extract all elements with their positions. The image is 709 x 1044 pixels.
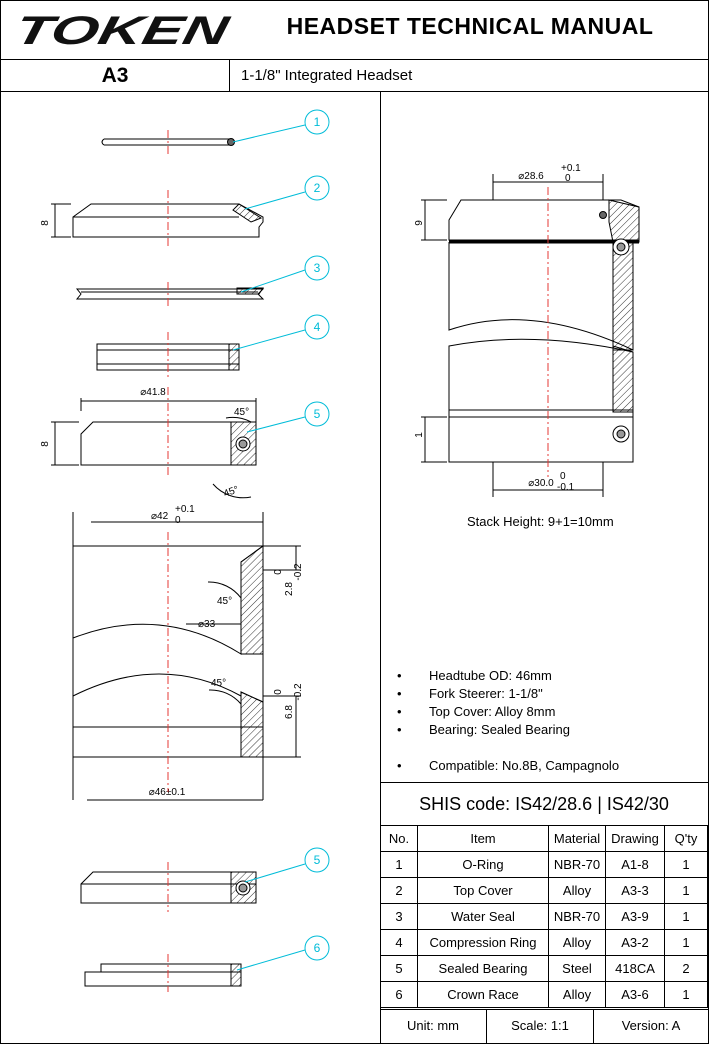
cell: 4 [381, 930, 418, 956]
svg-text:⌀42: ⌀42 [151, 511, 169, 522]
svg-text:5: 5 [313, 407, 321, 421]
cell: A3-3 [606, 878, 665, 904]
svg-text:4: 4 [313, 320, 321, 334]
col-drawing: Drawing [606, 826, 665, 852]
svg-text:45°: 45° [211, 678, 227, 689]
part-5-bearing-top [51, 398, 256, 498]
col-item: Item [418, 826, 549, 852]
page-title: HEADSET TECHNICAL MANUAL [286, 13, 654, 39]
shis-code: SHIS code: IS42/28.6 | IS42/30 [380, 782, 708, 826]
svg-text:8: 8 [40, 220, 51, 226]
parts-table [380, 825, 708, 1008]
spec-top-cover: • Top Cover: Alloy 8mm [397, 703, 619, 721]
cell: 2 [665, 956, 708, 982]
svg-text:6.8: 6.8 [284, 705, 295, 719]
frame-headtube [73, 512, 301, 800]
cell: 418CA [606, 956, 665, 982]
scale-label: Scale: 1:1 [487, 1010, 594, 1044]
model-bar [1, 60, 708, 92]
table-header-row [381, 826, 708, 852]
spec-headtube: • Headtube OD: 46mm [397, 667, 619, 685]
cell: Compression Ring [418, 930, 549, 956]
svg-text:8: 8 [40, 441, 51, 447]
model-code: A3 [1, 60, 230, 91]
cell: Top Cover [418, 878, 549, 904]
spec-steerer: • Fork Steerer: 1-1/8" [397, 685, 619, 703]
svg-text:1: 1 [313, 115, 321, 129]
stack-height: Stack Height: 9+1=10mm [467, 514, 614, 529]
svg-text:45°: 45° [234, 407, 250, 418]
header [1, 1, 708, 60]
cell: Steel [549, 956, 606, 982]
cell: 1 [665, 878, 708, 904]
cell: Crown Race [418, 982, 549, 1008]
token-logo [5, 5, 233, 55]
svg-text:2: 2 [313, 181, 321, 195]
svg-text:-0.2: -0.2 [293, 563, 304, 581]
svg-text:45°: 45° [217, 596, 233, 607]
table-row [381, 852, 708, 878]
svg-text:0: 0 [565, 173, 571, 184]
spec-list [397, 667, 619, 775]
svg-text:0: 0 [273, 569, 284, 575]
cell: Water Seal [418, 904, 549, 930]
svg-text:6: 6 [313, 941, 321, 955]
cell: 1 [665, 852, 708, 878]
cell: Alloy [549, 930, 606, 956]
table-row [381, 878, 708, 904]
table-row [381, 904, 708, 930]
spec-bearing: • Bearing: Sealed Bearing [397, 721, 619, 739]
cell: A3-9 [606, 904, 665, 930]
cell: 1 [665, 982, 708, 1008]
svg-text:0: 0 [560, 471, 566, 482]
svg-text:+0.1: +0.1 [175, 504, 195, 515]
cell: 3 [381, 904, 418, 930]
footer [380, 1009, 708, 1044]
cell: 5 [381, 956, 418, 982]
cell: 2 [381, 878, 418, 904]
svg-text:⌀46±0.1: ⌀46±0.1 [148, 787, 186, 798]
cell: Sealed Bearing [418, 956, 549, 982]
part-3-water-seal [77, 288, 263, 299]
svg-text:2.8: 2.8 [284, 582, 295, 596]
unit-label: Unit: mm [380, 1010, 487, 1044]
svg-text:1: 1 [414, 432, 425, 438]
callouts [233, 110, 329, 970]
col-material: Material [549, 826, 606, 852]
svg-text:+0.1: +0.1 [561, 163, 581, 174]
svg-text:9: 9 [414, 220, 425, 226]
table-row [381, 956, 708, 982]
svg-text:⌀28.6: ⌀28.6 [518, 171, 544, 182]
exploded-view-drawing [1, 92, 380, 1043]
cell: A3-2 [606, 930, 665, 956]
svg-text:TOKEN: TOKEN [10, 7, 160, 53]
svg-text:3: 3 [313, 261, 321, 275]
part-2-top-cover [51, 204, 263, 237]
cell: NBR-70 [549, 852, 606, 878]
cell: Alloy [549, 878, 606, 904]
table-row [381, 930, 708, 956]
spec-compatible: • Compatible: No.8B, Campagnolo [397, 757, 619, 775]
part-6-crown-race [85, 964, 241, 986]
cell: Alloy [549, 982, 606, 1008]
cell: 6 [381, 982, 418, 1008]
svg-text:0: 0 [273, 689, 284, 695]
table-row [381, 982, 708, 1008]
svg-text:0: 0 [175, 515, 181, 526]
version-label: Version: A [621, 1018, 681, 1033]
assembly-section-drawing [381, 92, 708, 522]
svg-text:-0.2: -0.2 [293, 683, 304, 701]
col-no: No. [381, 826, 418, 852]
svg-text:5: 5 [313, 853, 321, 867]
cell: A3-6 [606, 982, 665, 1008]
svg-text:45°: 45° [222, 484, 241, 500]
svg-text:⌀33: ⌀33 [198, 619, 216, 630]
svg-text:-0.1: -0.1 [557, 482, 575, 493]
cell: 1 [381, 852, 418, 878]
svg-text:⌀41.8: ⌀41.8 [140, 387, 166, 398]
model-description: 1-1/8" Integrated Headset [241, 67, 413, 84]
cell: A1-8 [606, 852, 665, 878]
cell: 1 [665, 904, 708, 930]
cell: 1 [665, 930, 708, 956]
col-qty: Q'ty [665, 826, 708, 852]
cell: NBR-70 [549, 904, 606, 930]
svg-text:⌀30.0: ⌀30.0 [528, 478, 554, 489]
cell: O-Ring [418, 852, 549, 878]
